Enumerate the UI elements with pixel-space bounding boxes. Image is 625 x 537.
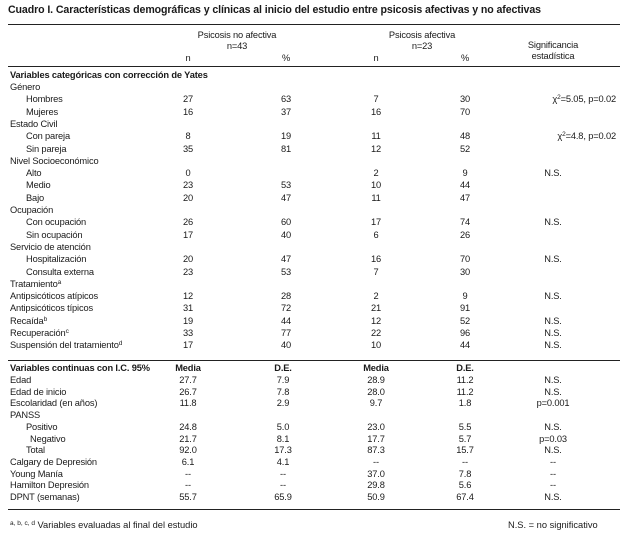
cell-mean2: 50.9 [367, 492, 385, 502]
cell-pct2: 44 [459, 180, 471, 191]
cell-sd1: 4.1 [276, 456, 290, 467]
cell-sd1: 65.9 [274, 492, 292, 502]
cell-mean1: 92.0 [179, 445, 197, 456]
header-group1: Psicosis no afectiva [197, 30, 277, 40]
cell-n2: 7 [373, 266, 379, 277]
cell-n1: 23 [182, 266, 194, 277]
row-label-text: Sin ocupación [26, 229, 83, 240]
row-label [26, 217, 86, 228]
cell-mean2: 29.8 [367, 480, 385, 491]
cell-mean1: 26.7 [179, 386, 197, 397]
cell-n2: 12 [370, 143, 382, 154]
row-label-text: Estado Civil [10, 118, 58, 129]
cell-pct1: 63 [280, 94, 292, 105]
cell-significance: N.S. [544, 340, 562, 351]
footnote-left [10, 520, 198, 530]
row-label-text: Recuperación [10, 328, 66, 338]
header-group1-n: n=43 [226, 41, 248, 51]
row-label [10, 291, 98, 302]
cell-mean2: 23.0 [367, 421, 385, 432]
cell-pct1: 44 [280, 315, 292, 326]
chi-value: =4.8, p=0.02 [565, 131, 616, 142]
row-label: Negativo [30, 433, 66, 444]
cell-n2: 11 [371, 192, 381, 203]
cell-significance: N.S. [544, 168, 562, 179]
cell-mean1: -- [185, 480, 191, 491]
row-label-text: Sin pareja [26, 143, 67, 154]
cell-significance: N.S. [544, 217, 562, 228]
row-label [10, 119, 57, 130]
header-media2: Media [363, 363, 389, 373]
cell-mean1: 11.8 [179, 398, 197, 409]
cell-n1: 12 [182, 291, 194, 302]
row-label [10, 316, 47, 327]
row-label-text: Antipsicóticos típicos [10, 303, 93, 314]
row-label-text: Con ocupación [26, 217, 87, 228]
cell-n1: 8 [185, 131, 191, 142]
section-continuous-title: Variables continuas con I.C. 95% [10, 363, 150, 373]
cell-pct2: 74 [459, 217, 471, 228]
chi-symbol: χ [557, 131, 563, 142]
cell-significance: p=0.03 [539, 433, 567, 444]
cell-pct2: 48 [459, 131, 471, 142]
row-label-superscript: d [118, 340, 123, 348]
header-de1: D.E. [274, 363, 292, 373]
header-sig-line2: estadística [531, 51, 575, 61]
cell-n1: 19 [182, 315, 194, 326]
cell-sd2: 5.6 [458, 480, 472, 491]
cell-pct1: 37 [280, 106, 292, 117]
row-label: DPNT (semanas) [10, 492, 80, 502]
cell-n2: 2 [373, 291, 379, 302]
row-label-text: Nivel Socioeconómico [10, 155, 99, 166]
cell-significance: N.S. [544, 492, 562, 502]
cell-significance: N.S. [544, 445, 562, 456]
cell-sd2: 1.8 [458, 398, 472, 409]
header-group2-n: n=23 [411, 41, 433, 51]
cell-pct2: 26 [459, 229, 471, 240]
row-label [10, 82, 40, 93]
cell-mean2: 28.9 [367, 375, 385, 385]
chi-symbol: χ [552, 94, 558, 105]
cell-pct1: 28 [280, 291, 292, 302]
row-label [26, 254, 86, 265]
cell-sd2: 11.2 [456, 375, 474, 385]
header-col-pct2: % [460, 53, 470, 63]
row-label: Calgary de Depresión [10, 456, 97, 467]
cell-n1: 23 [182, 180, 194, 191]
row-label-superscript: c [65, 328, 69, 335]
chi-exponent: 2 [557, 94, 561, 102]
cell-sd2: 5.5 [458, 421, 472, 432]
row-label-text: Hospitalización [26, 254, 87, 265]
cell-n2: 7 [373, 94, 379, 105]
cell-pct2: 96 [459, 328, 471, 338]
cell-pct1: 19 [280, 131, 292, 142]
row-label: Positivo [26, 421, 58, 432]
cell-n1: 20 [182, 192, 194, 203]
cell-pct2: 70 [459, 254, 471, 265]
cell-mean2: 87.3 [367, 445, 385, 456]
cell-mean1: 27.7 [179, 375, 197, 385]
cell-pct1: 40 [280, 229, 292, 240]
cell-n1: 33 [182, 328, 194, 338]
cell-significance: N.S. [544, 386, 562, 397]
row-label [26, 131, 70, 142]
cell-mean2: 28.0 [367, 386, 385, 397]
cell-mean2: 17.7 [367, 433, 385, 444]
cell-sd2: 15.7 [456, 445, 474, 456]
row-label [26, 107, 58, 118]
cell-sd1: 7.9 [276, 375, 290, 385]
cell-n1: 35 [182, 143, 194, 154]
table-title: Cuadro I. Características demográficas y clínicas al inicio del estudio entre psicosis afectivas y no afectivas [8, 4, 541, 16]
section-categorical-title: Variables categóricas con corrección de Yates [10, 70, 208, 80]
chi-exponent: 2 [562, 131, 566, 139]
cell-mean2: 9.7 [369, 398, 383, 409]
row-label [10, 156, 98, 167]
cell-n2: 16 [370, 106, 382, 117]
cell-n1: 27 [182, 94, 194, 105]
header-col-n1: n [185, 53, 191, 63]
row-label-text: Consulta externa [26, 266, 94, 277]
cell-pct2: 9 [462, 168, 468, 179]
cell-n1: 17 [182, 340, 194, 351]
row-label-text: Alto [26, 168, 42, 179]
cell-significance: -- [550, 480, 556, 491]
row-label-superscript: a [57, 278, 62, 286]
cell-pct2: 47 [459, 192, 471, 203]
row-label [10, 303, 93, 314]
cell-sd1: 7.8 [276, 386, 290, 397]
cell-n2: 11 [371, 131, 381, 142]
row-label [10, 279, 61, 290]
cell-sd2: 7.8 [458, 468, 472, 479]
row-label-text: Servicio de atención [10, 241, 91, 252]
cell-mean2: 37.0 [367, 468, 385, 479]
row-label-text: Mujeres [26, 106, 59, 117]
cell-n2: 17 [370, 217, 382, 228]
cell-sd2: 67.4 [456, 492, 474, 502]
cell-significance: -- [550, 468, 556, 479]
row-label-text: Género [10, 82, 41, 92]
rule-top [8, 24, 620, 25]
cell-sd1: 17.3 [274, 445, 292, 456]
rule-bottom [8, 509, 620, 510]
row-label-text: Medio [26, 180, 51, 191]
cell-pct2: 52 [459, 315, 471, 326]
row-label [26, 230, 82, 241]
cell-significance-chi [557, 131, 616, 142]
cell-n2: 10 [370, 180, 382, 191]
cell-significance: N.S. [544, 254, 562, 265]
row-label: Escolaridad (en años) [10, 398, 98, 409]
cell-n1: 16 [182, 106, 194, 117]
row-label: Young Manía [10, 468, 63, 479]
row-label [26, 94, 63, 105]
cell-pct1: 40 [280, 340, 292, 351]
cell-pct1: 60 [280, 217, 292, 228]
row-label [10, 205, 53, 216]
cell-pct2: 70 [459, 106, 471, 117]
header-group2: Psicosis afectiva [388, 30, 456, 40]
cell-n1: 31 [182, 303, 194, 314]
cell-mean1: 21.7 [179, 433, 197, 444]
row-label [26, 267, 94, 278]
cell-mean2: -- [373, 456, 379, 467]
header-de2: D.E. [456, 363, 474, 373]
row-label: Hamilton Depresión [10, 480, 89, 491]
footnote-right: N.S. = no significativo [508, 520, 598, 530]
cell-significance: N.S. [544, 375, 562, 385]
cell-n2: 10 [370, 340, 382, 351]
cell-sd1: 5.0 [276, 421, 290, 432]
row-label-superscript: b [43, 315, 48, 323]
cell-significance: -- [550, 456, 556, 467]
cell-n2: 6 [373, 229, 379, 240]
row-label [26, 180, 51, 191]
cell-pct1: 81 [280, 143, 292, 154]
cell-significance: N.S. [544, 291, 562, 302]
cell-n2: 2 [373, 168, 379, 179]
cell-sd1: 2.9 [276, 398, 290, 409]
row-label [10, 340, 122, 351]
row-label: Edad de inicio [10, 386, 67, 397]
cell-sd1: 8.1 [276, 433, 290, 444]
cell-n2: 16 [370, 254, 382, 265]
row-label [26, 193, 44, 204]
cell-n1: 17 [182, 229, 194, 240]
header-sig-line1: Significancia [527, 40, 579, 50]
row-label [26, 168, 41, 179]
cell-sd2: 11.2 [456, 386, 474, 397]
cell-n2: 22 [370, 328, 382, 338]
cell-n1: 26 [182, 217, 194, 228]
cell-pct2: 52 [459, 143, 471, 154]
row-label-text: Ocupación [10, 205, 54, 215]
cell-pct2: 44 [459, 340, 471, 351]
cell-significance: N.S. [544, 328, 562, 338]
row-label [26, 144, 66, 155]
row-label [10, 328, 69, 339]
cell-n2: 21 [370, 303, 382, 314]
row-label [10, 242, 91, 253]
header-col-n2: n [373, 53, 379, 63]
cell-pct2: 30 [459, 94, 471, 105]
footnote-superscripts: a, b, c, d [10, 520, 35, 527]
row-label: Total [26, 445, 45, 456]
cell-pct1: 53 [280, 180, 292, 191]
rule-header [8, 66, 620, 67]
cell-significance-chi [552, 94, 616, 105]
row-label-text: Recaída [10, 315, 44, 326]
cell-mean1: 55.7 [179, 492, 197, 502]
cell-n1: 0 [185, 168, 191, 179]
cell-pct2: 9 [462, 291, 468, 302]
cell-mean1: -- [185, 468, 191, 479]
header-col-pct1: % [281, 53, 291, 63]
cell-pct1: 53 [280, 266, 292, 277]
rule-mid [8, 360, 620, 361]
chi-value: =5.05, p=0.02 [560, 94, 616, 105]
row-label-text: Con pareja [26, 131, 70, 142]
header-media1: Media [175, 363, 201, 373]
cell-n2: 12 [370, 315, 382, 326]
row-label: PANSS [10, 410, 41, 421]
footnote-text: Variables evaluadas al final del estudio [37, 520, 198, 530]
cell-pct1: 77 [280, 328, 292, 338]
cell-sd1: -- [280, 480, 286, 491]
cell-significance: N.S. [544, 421, 562, 432]
cell-mean1: 6.1 [181, 456, 195, 467]
cell-pct2: 91 [459, 303, 471, 314]
cell-sd1: -- [280, 468, 286, 479]
cell-pct1: 47 [280, 192, 292, 203]
row-label-text: Suspensión del tratamiento [10, 340, 119, 351]
row-label-text: Antipsicóticos atípicos [10, 291, 99, 302]
cell-mean1: 24.8 [179, 421, 197, 432]
cell-pct1: 72 [280, 303, 292, 314]
cell-significance: N.S. [544, 315, 562, 326]
cell-pct1: 47 [280, 254, 292, 265]
cell-significance: p=0.001 [536, 398, 570, 409]
cell-sd2: -- [462, 456, 468, 467]
cell-sd2: 5.7 [458, 433, 472, 444]
cell-pct2: 30 [459, 266, 471, 277]
row-label-text: Tratamiento [10, 278, 58, 289]
row-label-text: Hombres [26, 94, 63, 105]
row-label-text: Bajo [26, 192, 45, 203]
row-label: Edad [10, 375, 32, 385]
cell-n1: 20 [182, 254, 194, 265]
